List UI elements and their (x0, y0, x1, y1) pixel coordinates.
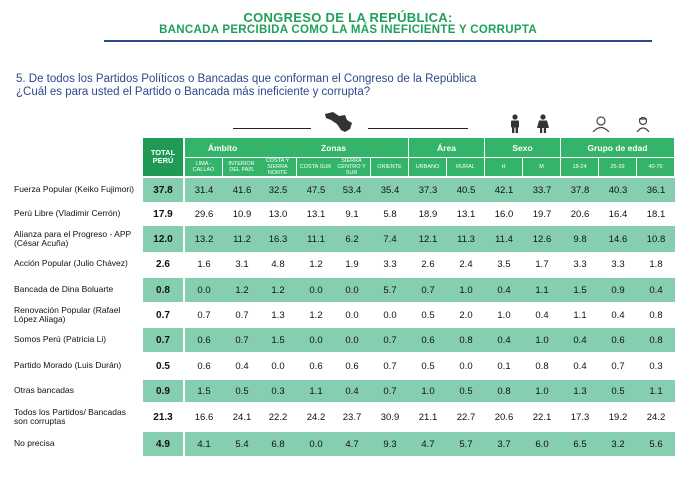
table-cell: 0.4 (611, 309, 625, 321)
table-cell: 17.3 (570, 411, 590, 423)
table-cell: 0.4 (497, 284, 511, 296)
person-male-icon (507, 114, 523, 134)
table-cell: 0.0 (309, 334, 323, 346)
subgroup-header: 40-70 (637, 158, 674, 176)
table-cell: 0.8 (649, 334, 663, 346)
table-cell: 11.4 (495, 233, 513, 245)
table-cell: 3.1 (235, 258, 249, 270)
table-cell: 0.5 (235, 385, 249, 397)
total-peru-header: TOTAL PERÚ (143, 138, 183, 176)
table-cell: 0.4 (235, 360, 249, 372)
table-cell: 9.3 (383, 438, 397, 450)
table-cell: 1.2 (271, 284, 285, 296)
table-cell: 10.9 (232, 208, 252, 220)
table-cell: 5.4 (235, 438, 249, 450)
table-cell: 0.0 (345, 284, 359, 296)
table-cell: 11.3 (457, 233, 475, 245)
row-label: Partido Morado (Luis Durán) (14, 360, 122, 371)
row-label: Renovación Popular (Rafael López Aliaga) (14, 304, 121, 324)
table-cell: 19.7 (532, 208, 552, 220)
table-cell: 0.8 (459, 334, 473, 346)
decorative-line-left (233, 128, 311, 129)
table-cell: 42.1 (494, 184, 514, 196)
table-cell: 37.8 (570, 184, 590, 196)
table-cell: 24.2 (306, 411, 326, 423)
table-cell: 35.4 (380, 184, 400, 196)
table-cell: 1.1 (649, 385, 663, 397)
table-cell: 33.7 (532, 184, 552, 196)
table-cell: 9.1 (345, 208, 359, 220)
total-value: 0.7 (143, 328, 183, 352)
total-value: 21.3 (153, 411, 173, 423)
table-cell: 0.8 (497, 385, 511, 397)
table-cell: 1.0 (459, 284, 473, 296)
table-cell: 0.6 (309, 360, 323, 372)
table-cell: 10.8 (646, 233, 666, 245)
table-cell: 0.0 (197, 284, 211, 296)
table-cell: 0.0 (309, 284, 323, 296)
table-cell: 47.5 (306, 184, 326, 196)
table-cell: 1.0 (421, 385, 435, 397)
table-cell: 1.3 (271, 309, 285, 321)
table-cell: 2.4 (459, 258, 473, 270)
table-cell: 1.0 (535, 334, 549, 346)
table-cell: 16.0 (494, 208, 514, 220)
table-cell: 1.6 (197, 258, 211, 270)
table-cell: 18.1 (646, 208, 666, 220)
table-cell: 0.6 (421, 334, 435, 346)
table-cell: 0.7 (235, 309, 249, 321)
subgroup-header: M (523, 158, 560, 176)
total-value: 0.8 (143, 278, 183, 302)
subgroup-header: 25-39 (599, 158, 636, 176)
table-cell: 1.3 (573, 385, 587, 397)
group-header-4: Grupo de edad (561, 138, 674, 157)
table-cell: 41.6 (232, 184, 252, 196)
table-cell: 6.5 (573, 438, 587, 450)
subgroup-header: 18-24 (561, 158, 598, 176)
subgroup-header: URBANO (409, 158, 446, 176)
table-cell: 11.1 (307, 233, 325, 245)
table-cell: 12.1 (418, 233, 438, 245)
table-cell: 0.9 (611, 284, 625, 296)
page-title: CONGRESO DE LA REPÚBLICA: (243, 10, 453, 25)
table-cell: 0.0 (345, 309, 359, 321)
table-cell: 1.5 (197, 385, 211, 397)
row-label: Todos los Partidos/ Bancadas son corruptas (14, 406, 126, 426)
table-cell: 0.8 (649, 309, 663, 321)
table-cell: 31.4 (194, 184, 214, 196)
table-cell: 12.6 (532, 233, 552, 245)
table-cell: 16.4 (608, 208, 628, 220)
total-value: 17.9 (153, 208, 173, 220)
table-cell: 0.4 (573, 334, 587, 346)
table-cell: 1.9 (345, 258, 359, 270)
table-cell: 1.1 (573, 309, 587, 321)
table-cell: 32.5 (268, 184, 288, 196)
table-cell: 1.1 (309, 385, 323, 397)
total-value: 0.5 (156, 360, 170, 372)
table-cell: 0.1 (497, 360, 511, 372)
row-label: No precisa (14, 438, 55, 449)
table-cell: 40.3 (608, 184, 628, 196)
table-cell: 23.7 (342, 411, 362, 423)
table-cell: 18.9 (418, 208, 438, 220)
row-label: Perú Libre (Vladimir Cerrón) (14, 208, 121, 219)
table-cell: 22.1 (532, 411, 552, 423)
table-cell: 0.6 (611, 334, 625, 346)
table-cell: 5.6 (649, 438, 663, 450)
table-cell: 0.7 (421, 284, 435, 296)
total-value: 2.6 (156, 258, 170, 270)
group-header-2: Área (409, 138, 484, 157)
table-cell: 0.6 (197, 360, 211, 372)
table-cell: 20.6 (570, 208, 590, 220)
table-cell: 0.4 (345, 385, 359, 397)
table-cell: 0.4 (573, 360, 587, 372)
table-cell: 5.7 (383, 284, 397, 296)
table-cell: 19.2 (608, 411, 628, 423)
row-label: Fuerza Popular (Keiko Fujimori) (14, 184, 134, 195)
table-cell: 3.5 (497, 258, 511, 270)
table-cell: 30.9 (380, 411, 400, 423)
table-cell: 1.2 (235, 284, 249, 296)
table-cell: 0.7 (383, 360, 397, 372)
table-cell: 6.8 (271, 438, 285, 450)
total-value: 4.9 (143, 432, 183, 456)
table-cell: 0.7 (235, 334, 249, 346)
table-cell: 24.2 (646, 411, 666, 423)
subgroup-header: COSTA Y SIERRA NORTE (259, 158, 296, 176)
table-cell: 37.3 (418, 184, 438, 196)
table-cell: 1.0 (535, 385, 549, 397)
table-cell: 0.6 (197, 334, 211, 346)
table-cell: 1.1 (535, 284, 549, 296)
table-cell: 6.0 (535, 438, 549, 450)
table-cell: 0.5 (611, 385, 625, 397)
table-cell: 5.8 (383, 208, 397, 220)
subgroup-header: ORIENTE (371, 158, 408, 176)
table-cell: 20.6 (494, 411, 514, 423)
table-cell: 0.4 (497, 334, 511, 346)
table-cell: 0.3 (649, 360, 663, 372)
table-cell: 3.3 (611, 258, 625, 270)
table-cell: 3.3 (383, 258, 397, 270)
table-cell: 7.4 (383, 233, 397, 245)
age-young-icon (591, 116, 611, 132)
table-cell: 0.4 (649, 284, 663, 296)
table-cell: 13.1 (306, 208, 326, 220)
table-cell: 0.7 (611, 360, 625, 372)
table-cell: 1.7 (535, 258, 549, 270)
table-cell: 0.5 (421, 309, 435, 321)
title-underline (104, 40, 652, 42)
row-label: Acción Popular (Julio Chávez) (14, 258, 128, 269)
question-line-2: ¿Cuál es para usted el Partido o Bancada más ineficiente y corrupta? (16, 86, 371, 98)
table-cell: 13.0 (268, 208, 288, 220)
table-cell: 0.8 (535, 360, 549, 372)
table-cell: 0.5 (459, 385, 473, 397)
decorative-line-right (368, 128, 468, 129)
table-cell: 40.5 (456, 184, 476, 196)
table-cell: 6.2 (345, 233, 359, 245)
table-cell: 0.6 (345, 360, 359, 372)
table-cell: 0.7 (383, 385, 397, 397)
table-cell: 1.0 (497, 309, 511, 321)
subgroup-header: INTERIOR DEL PAÍS (223, 158, 260, 176)
subgroup-header: SIERRA CENTRO Y SUR (333, 158, 370, 176)
table-cell: 1.2 (309, 258, 323, 270)
table-cell: 24.1 (232, 411, 252, 423)
group-header-0: Ámbito (185, 138, 260, 157)
table-cell: 0.7 (383, 334, 397, 346)
question-line-1: 5. De todos los Partidos Políticos o Bancadas que conforman el Congreso de la República (16, 73, 477, 85)
table-cell: 0.0 (345, 334, 359, 346)
subgroup-header: H (485, 158, 522, 176)
table-cell: 16.6 (194, 411, 214, 423)
table-cell: 22.2 (268, 411, 288, 423)
table-cell: 2.0 (459, 309, 473, 321)
total-value: 0.7 (156, 309, 170, 321)
table-cell: 29.6 (194, 208, 214, 220)
age-old-icon (634, 116, 652, 132)
subgroup-header: LIMA - CALLAO (185, 158, 222, 176)
table-cell: 22.7 (456, 411, 476, 423)
table-cell: 0.0 (271, 360, 285, 372)
table-cell: 16.3 (268, 233, 288, 245)
row-label: Bancada de Dina Boluarte (14, 284, 114, 295)
table-cell: 21.1 (418, 411, 438, 423)
table-cell: 0.0 (309, 438, 323, 450)
subgroup-header: RURAL (447, 158, 484, 176)
total-value: 12.0 (143, 226, 183, 252)
table-cell: 3.2 (611, 438, 625, 450)
table-cell: 0.0 (459, 360, 473, 372)
table-cell: 36.1 (646, 184, 666, 196)
table-cell: 1.5 (271, 334, 285, 346)
page-subtitle: BANCADA PERCIBIDA COMO LA MÁS INEFICIENTE Y CORRUPTA (159, 24, 537, 36)
table-cell: 0.5 (421, 360, 435, 372)
group-header-1: Zonas (259, 138, 408, 157)
table-cell: 13.2 (194, 233, 214, 245)
peru-map-icon (323, 110, 355, 134)
question-text (16, 73, 686, 99)
table-cell: 0.7 (197, 309, 211, 321)
table-cell: 3.7 (497, 438, 511, 450)
table-cell: 0.3 (271, 385, 285, 397)
table-cell: 3.3 (573, 258, 587, 270)
subgroup-header: COSTA SUR (297, 158, 334, 176)
person-female-icon (535, 114, 551, 134)
table-cell: 5.7 (459, 438, 473, 450)
table-cell: 13.1 (456, 208, 476, 220)
row-label: Otras bancadas (14, 385, 75, 396)
table-cell: 4.8 (271, 258, 285, 270)
table-cell: 53.4 (342, 184, 362, 196)
table-cell: 2.6 (421, 258, 435, 270)
table-cell: 14.6 (608, 233, 628, 245)
table-cell: 9.8 (573, 233, 587, 245)
group-header-3: Sexo (485, 138, 560, 157)
total-value: 37.8 (143, 178, 183, 202)
table-cell: 1.5 (573, 284, 587, 296)
row-label: Alianza para el Progreso - APP (César Acuña) (14, 228, 132, 248)
table-cell: 1.8 (649, 258, 663, 270)
table-cell: 1.2 (309, 309, 323, 321)
table-cell: 0.0 (383, 309, 397, 321)
row-label: Somos Perú (Patricia Li) (14, 334, 107, 345)
table-cell: 4.1 (197, 438, 211, 450)
table-cell: 0.4 (535, 309, 549, 321)
table-cell: 4.7 (345, 438, 359, 450)
table-cell: 4.7 (421, 438, 435, 450)
total-value: 0.9 (143, 380, 183, 402)
table-cell: 11.2 (233, 233, 251, 245)
